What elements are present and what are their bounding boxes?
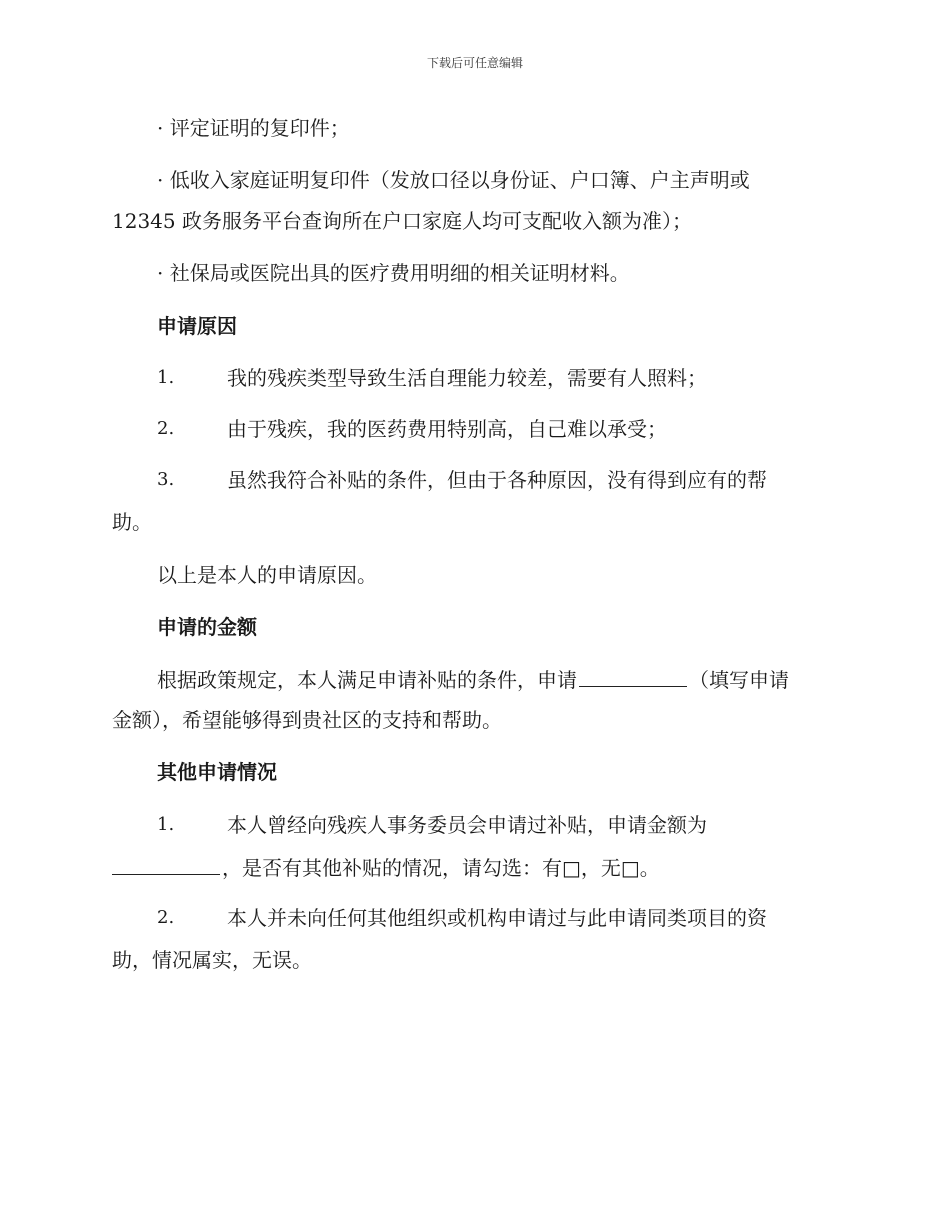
reasons-summary: 以上是本人的申请原因。 bbox=[157, 563, 377, 587]
list-number: 2. bbox=[157, 907, 175, 928]
section-heading-other: 其他申请情况 bbox=[157, 760, 277, 784]
list-text: 由于残疾，我的医药费用特别高，自己难以承受； bbox=[227, 417, 667, 441]
amount-blank-field[interactable] bbox=[579, 664, 687, 687]
amount-paragraph-line1 bbox=[157, 664, 877, 694]
list-number: 3. bbox=[157, 469, 175, 490]
amount-text-after: （填写申请 bbox=[689, 668, 789, 692]
list-text: 我的残疾类型导致生活自理能力较差，需要有人照料； bbox=[227, 366, 707, 390]
material-item-3: · 社保局或医院出具的医疗费用明细的相关证明材料。 bbox=[157, 261, 630, 285]
list-text-continuation: 助，情况属实，无误。 bbox=[112, 948, 312, 972]
previous-amount-blank-field[interactable] bbox=[112, 852, 220, 875]
amount-paragraph-line2: 金额），希望能够得到贵社区的支持和帮助。 bbox=[112, 708, 502, 732]
other-item-1-continuation bbox=[112, 852, 832, 882]
material-item-1: · 评定证明的复印件； bbox=[157, 116, 350, 140]
page-header: 下载后可任意编辑 bbox=[426, 56, 523, 70]
list-text: 虽然我符合补贴的条件，但由于各种原因，没有得到应有的帮 bbox=[227, 468, 767, 492]
section-heading-amount: 申请的金额 bbox=[157, 615, 257, 639]
list-text-continuation: 助。 bbox=[112, 510, 152, 534]
list-text-continuation: ，是否有其他补贴的情况，请勾选：有□，无□。 bbox=[222, 856, 660, 880]
list-text: 本人并未向任何其他组织或机构申请过与此申请同类项目的资 bbox=[227, 906, 767, 930]
section-heading-reasons: 申请原因 bbox=[157, 314, 237, 338]
material-item-2-line2: 12345 政务服务平台查询所在户口家庭人均可支配收入额为准）； bbox=[112, 209, 692, 233]
list-number: 1. bbox=[157, 814, 175, 835]
material-item-2-line1: · 低收入家庭证明复印件（发放口径以身份证、户口簿、户主声明或 bbox=[157, 168, 750, 192]
list-text: 本人曾经向残疾人事务委员会申请过补贴，申请金额为 bbox=[227, 813, 707, 837]
list-number: 2. bbox=[157, 418, 175, 439]
amount-text-before: 根据政策规定，本人满足申请补贴的条件，申请 bbox=[157, 668, 577, 692]
list-number: 1. bbox=[157, 367, 175, 388]
